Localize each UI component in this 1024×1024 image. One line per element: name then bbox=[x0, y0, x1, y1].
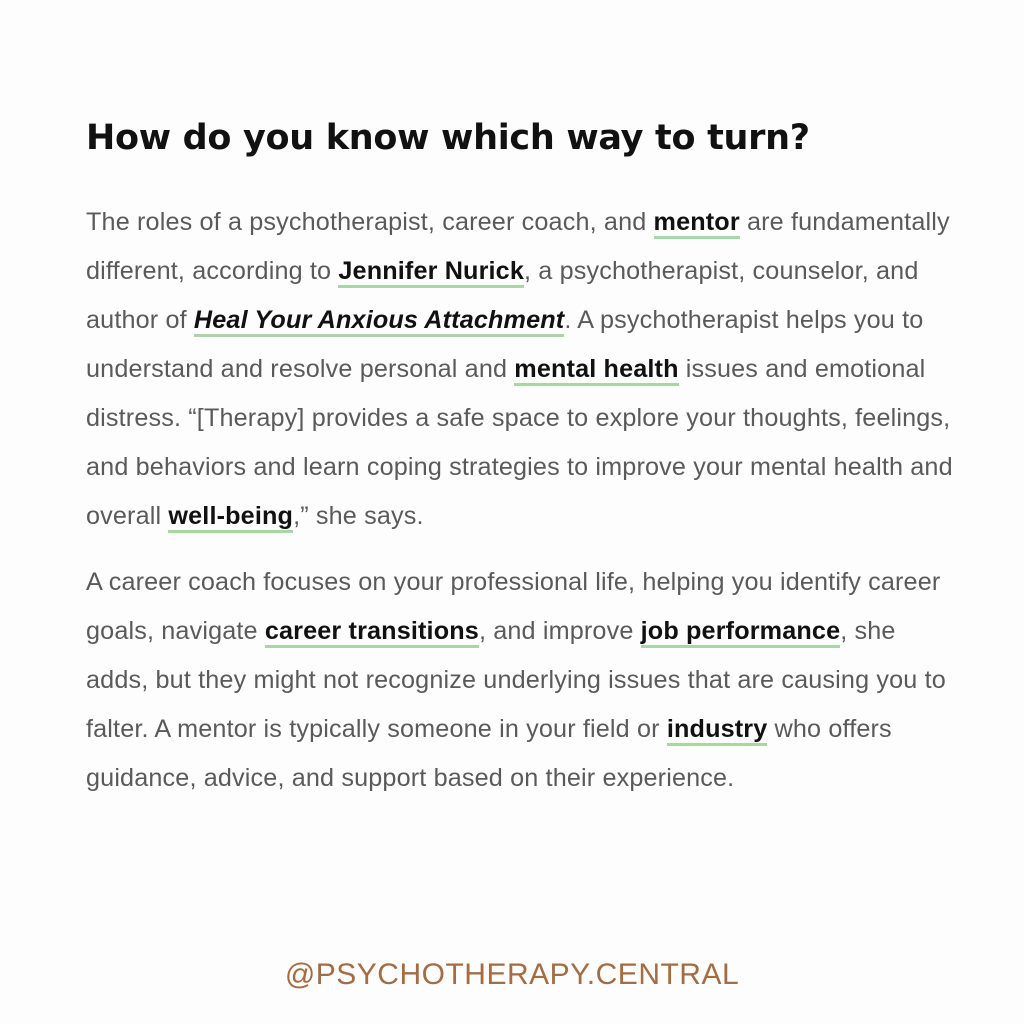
paragraph-1 bbox=[86, 198, 956, 541]
link-job-performance[interactable]: job performance bbox=[641, 617, 841, 648]
article-section bbox=[86, 118, 956, 820]
paragraph-2-text-2: , and improve bbox=[478, 617, 641, 645]
paragraph-1-text-5: issues and emotional distress. “[Therapy] provides a safe space to explore your thoughts, feelings, and behaviors and learn coping strategies to improve your mental health and overall bbox=[86, 355, 953, 530]
link-mental-health[interactable]: mental health bbox=[514, 355, 678, 386]
paragraph-2-text-4: who offers guidance, advice, and support based on their experience. bbox=[86, 715, 892, 792]
link-mentor[interactable]: mentor bbox=[654, 208, 740, 239]
footer-handle: @PSYCHOTHERAPY.CENTRAL bbox=[284, 958, 740, 991]
link-career-transitions[interactable]: career transitions bbox=[265, 617, 479, 648]
paragraph-2-text-3: , she adds, but they might not recognize underlying issues that are causing you to falter. A mentor is typically someone in your field or bbox=[86, 617, 946, 743]
paragraph-2 bbox=[86, 558, 956, 803]
link-well-being[interactable]: well-being bbox=[168, 502, 293, 533]
paragraph-1-text-3: , a psychotherapist, counselor, and author of bbox=[86, 257, 919, 334]
paragraph-1-text-6: ,” she says. bbox=[293, 502, 424, 530]
paragraph-1-text-1: The roles of a psychotherapist, career coach, and bbox=[86, 208, 654, 236]
paragraph-2-text-1: A career coach focuses on your professional life, helping you identify career goals, navigate bbox=[86, 568, 941, 645]
link-industry[interactable]: industry bbox=[667, 715, 768, 746]
paragraph-1-text-2: are fundamentally different, according to bbox=[86, 208, 950, 285]
paragraph-1-text-4: . A psychotherapist helps you to understand and resolve personal and bbox=[86, 306, 924, 383]
link-book-title[interactable]: Heal Your Anxious Attachment bbox=[194, 306, 564, 337]
link-jennifer-nurick[interactable]: Jennifer Nurick bbox=[338, 257, 524, 288]
section-heading: How do you know which way to turn? bbox=[86, 118, 810, 158]
